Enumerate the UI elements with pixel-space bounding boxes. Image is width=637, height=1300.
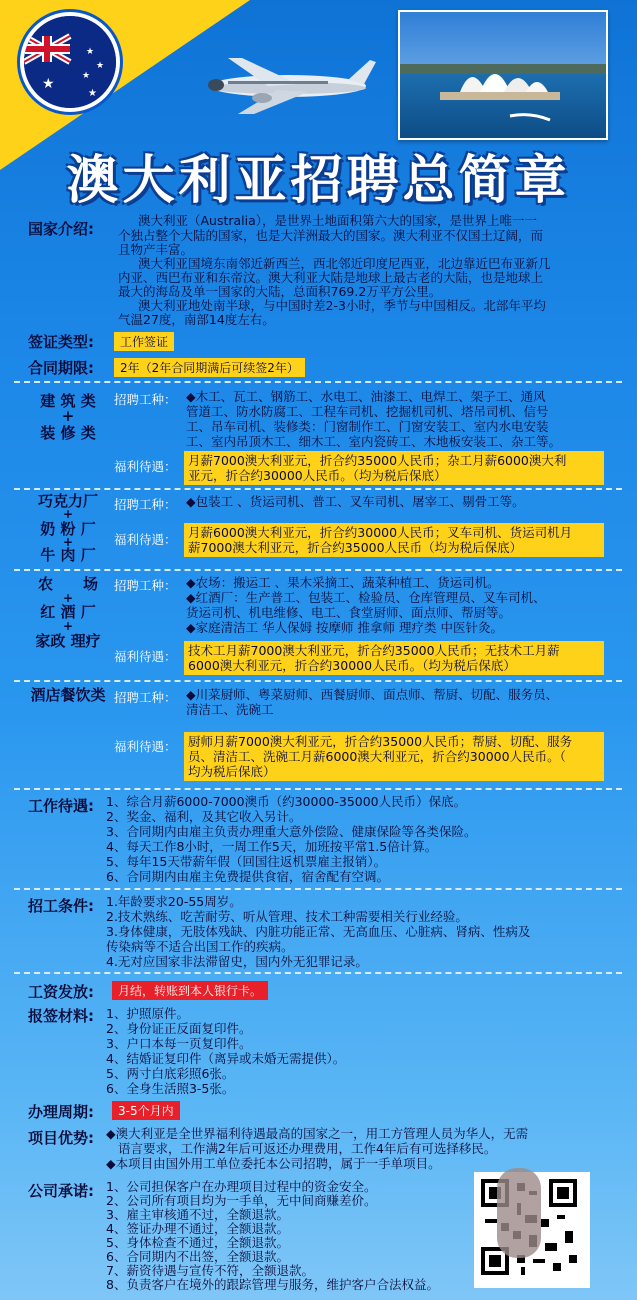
- airplane-icon: [198, 50, 378, 120]
- country-intro-p2c: 最大的海岛及单一国家的大陆，总面积769.2万平方公里。: [118, 284, 442, 299]
- material-item: 4、结婚证复印件（离异或未婚无需提供）。: [106, 1051, 346, 1066]
- promise-item: 2、公司所有项目均为一手单，无中间商赚差价。: [106, 1193, 377, 1208]
- welfare-line: 员、清洁工、洗碗工月薪6000澳大利亚元，折合约30000人民币。（: [188, 749, 566, 764]
- divider: [14, 381, 622, 383]
- category-plus: +: [62, 507, 74, 521]
- divider: [14, 488, 622, 490]
- promise-item: 7、薪资待遇与宣传不符，全额退款。: [106, 1263, 314, 1278]
- pay-value: 月结，转账到本人银行卡。: [112, 981, 268, 1000]
- divider: [14, 788, 622, 790]
- svg-text:★: ★: [88, 88, 97, 99]
- category-construction: 建 筑 类: [40, 392, 96, 410]
- requirement-item: 1.年龄要求20-55周岁。: [106, 894, 242, 909]
- jobs-line: ◆包装工 、货运司机、普工、叉车司机、屠宰工、剔骨工等。: [186, 494, 525, 509]
- category-plus: +: [61, 407, 75, 425]
- welfare-label: 福利待遇：: [114, 739, 177, 754]
- welfare-box: [184, 451, 604, 485]
- divider: [14, 680, 622, 682]
- country-intro-p3b: 气温27度，南部14度左右。: [118, 312, 275, 327]
- category-winery: 红 酒 厂: [40, 603, 96, 621]
- work-item: 6、合同期内由雇主免费提供食宿，宿舍配有空调。: [106, 869, 389, 884]
- visa-value: 工作签证: [114, 332, 174, 351]
- country-intro-p2a: 澳大利亚国境东南邻近新西兰，西北邻近印度尼西亚，北边靠近巴布亚新几: [138, 256, 551, 271]
- sydney-opera-house-image: [398, 10, 608, 140]
- requirements-label: 招工条件:: [28, 897, 94, 915]
- country-intro-p1a: 澳大利亚（Australia），是世界土地面积第六大的国家，是世界上唯一一: [138, 213, 538, 228]
- jobs-line: ◆木工、瓦工、钢筋工、水电工、油漆工、电焊工、架子工、通风: [186, 389, 546, 404]
- welfare-label: 福利待遇：: [114, 532, 177, 547]
- promise-item: 6、合同期内不出签，全额退款。: [106, 1249, 289, 1264]
- country-intro-label: 国家介绍:: [28, 220, 94, 238]
- welfare-line: 6000澳大利亚元，折合约30000人民币。（均为税后保底）: [188, 658, 516, 673]
- page-title: 澳大利亚招聘总简章: [66, 151, 571, 211]
- jobs-line: 工、室内吊顶木工、细木工、室内瓷砖工、木地板安装工、杂工等。: [186, 434, 562, 449]
- requirement-item: 4.无对应国家非法滞留史，国内外无犯罪记录。: [106, 954, 368, 969]
- period-label: 办理周期:: [28, 1103, 94, 1121]
- blurred-contact-overlay: [497, 1168, 541, 1258]
- jobs-label: 招聘工种：: [114, 578, 177, 593]
- material-item: 5、两寸白底彩照6张。: [106, 1066, 235, 1081]
- promise-item: 8、负责客户在境外的跟踪管理与服务，维护客户合法权益。: [106, 1277, 439, 1292]
- category-plus: +: [62, 619, 74, 633]
- jobs-label: 招聘工种：: [114, 392, 177, 407]
- category-milk-powder-factory: 奶 粉 厂: [40, 520, 96, 538]
- australia-flag-icon: [20, 12, 120, 112]
- advantage-item: ◆本项目由国外用工单位委托本公司招聘，属于一手单项目。: [106, 1156, 441, 1171]
- jobs-line: ◆农场：搬运工 、果木采摘工、蔬菜种植工、货运司机。: [186, 575, 500, 590]
- period-value: 3-5个月内: [112, 1101, 180, 1120]
- promise-item: 3、雇主审核通不过，全额退款。: [106, 1207, 289, 1222]
- jobs-line: 工、吊车司机、装修类：门窗制作工、门窗安装工、室内水电安装: [186, 419, 549, 434]
- welfare-line: 亚元，折合约30000人民币。（均为税后保底）: [188, 468, 447, 483]
- welfare-line: 月薪6000澳大利亚元，折合约30000人民币；叉车司机、货运司机月: [188, 525, 573, 540]
- category-beef-factory: 牛 肉 厂: [40, 546, 96, 564]
- category-chocolate-factory: 巧克力厂: [37, 492, 98, 510]
- visa-label: 签证类型:: [28, 333, 94, 351]
- material-item: 1、护照原件。: [106, 1006, 189, 1021]
- welfare-line: 均为税后保底）: [188, 764, 276, 779]
- work-label: 工作待遇:: [28, 797, 94, 815]
- category-housekeeping-therapy: 家政 理疗: [35, 632, 101, 650]
- divider: [14, 972, 622, 974]
- svg-text:★: ★: [82, 71, 91, 81]
- category-plus: +: [62, 535, 74, 549]
- divider: [14, 569, 622, 571]
- jobs-line: 管道工、防水防腐工、工程车司机、挖掘机司机、塔吊司机、信号: [186, 404, 549, 419]
- welfare-label: 福利待遇：: [114, 459, 177, 474]
- jobs-line: 货运司机、机电维修、电工、食堂厨师、面点师、帮厨等。: [186, 605, 512, 620]
- jobs-line: ◆川菜厨师、粤菜厨师、西餐厨师、面点师、帮厨、切配、服务员、: [186, 687, 559, 702]
- promise-item: 4、签证办理不通过，全额退款。: [106, 1221, 289, 1236]
- advantages-label: 项目优势:: [28, 1129, 94, 1147]
- welfare-box: [184, 641, 604, 675]
- requirement-item: 3.身体健康，无肢体残缺、内脏功能正常、无高血压、心脏病、肾病、性病及: [106, 924, 531, 939]
- promise-label: 公司承诺:: [28, 1182, 94, 1200]
- welfare-line: 薪7000澳大利亚元，折合约35000人民币（均为税后保底）: [188, 540, 523, 555]
- welfare-line: 厨师月薪7000澳大利亚元，折合约35000人民币；帮厨、切配、服务: [188, 734, 573, 749]
- svg-text:★: ★: [42, 76, 55, 92]
- advantage-item: ◆澳大利亚是全世界福利待遇最高的国家之一，用工方管理人员为华人，无需: [106, 1126, 529, 1141]
- pay-label: 工资发放:: [28, 983, 94, 1001]
- contract-label: 合同期限:: [28, 359, 94, 377]
- country-intro-p3a: 澳大利亚地处南半球，与中国时差2-3小时，季节与中国相反。北部年平均: [138, 298, 546, 313]
- promise-item: 1、公司担保客户在办理项目过程中的资金安全。: [106, 1179, 377, 1194]
- advantage-item: 语言要求，工作满2年后可返还办理费用，工作4年后有可选择移民。: [118, 1141, 497, 1156]
- jobs-line: 清洁工、洗碗工: [186, 702, 274, 717]
- materials-label: 报签材料:: [28, 1007, 94, 1025]
- work-item: 3、合同期内由雇主负责办理重大意外偿险、健康保险等各类保险。: [106, 824, 477, 839]
- requirement-item: 2.技术熟练、吃苦耐劳、听从管理、技术工种需要相关行业经验。: [106, 909, 468, 924]
- welfare-box: [184, 523, 604, 557]
- contract-value: 2年（2年合同期满后可续签2年）: [114, 358, 305, 377]
- welfare-line: 月薪7000澳大利亚元，折合约35000人民币；杂工月薪6000澳大利: [188, 453, 567, 468]
- welfare-box: [184, 732, 604, 781]
- work-item: 4、每天工作8小时，一周工作5天，加班按平常1.5倍计算。: [106, 839, 438, 854]
- category-hotel-catering: 酒店餐饮类: [30, 686, 106, 704]
- work-item: 1、综合月薪6000-7000澳币（约30000-35000人民币）保底。: [106, 794, 467, 809]
- welfare-label: 福利待遇：: [114, 649, 177, 664]
- category-farm: 农 场: [37, 575, 98, 593]
- requirement-item: 传染病等不适合出国工作的疾病。: [106, 939, 294, 954]
- divider: [14, 888, 622, 890]
- jobs-line: ◆红酒厂：生产普工、包装工、检验员、仓库管理员、叉车司机、: [186, 590, 546, 605]
- category-plus: +: [62, 591, 74, 605]
- welfare-line: 技术工月薪7000澳大利亚元，折合约35000人民币；无技术工月薪: [188, 643, 560, 658]
- country-intro-p1b: 个独占整个大陆的国家，也是大洋洲最大的国家。澳大利亚不仅国土辽阔，而: [118, 228, 544, 243]
- jobs-line: ◆家庭清洁工 华人保姆 按摩师 推拿师 理疗类 中医针灸。: [186, 620, 503, 635]
- work-item: 5、每年15天带薪年假（回国往返机票雇主报销）。: [106, 854, 387, 869]
- material-item: 3、户口本每一页复印件。: [106, 1036, 252, 1051]
- country-intro-p2b: 内亚、西巴布亚和东帝汶。澳大利亚大陆是地球上最古老的大陆，也是地球上: [118, 270, 544, 285]
- work-item: 2、奖金、福利，及其它收入另计。: [106, 809, 302, 824]
- jobs-label: 招聘工种：: [114, 690, 177, 705]
- svg-text:★: ★: [86, 47, 95, 57]
- material-item: 6、全身生活照3-5张。: [106, 1081, 235, 1096]
- promise-item: 5、身体检查不通过，全额退款。: [106, 1235, 289, 1250]
- category-decoration: 装 修 类: [40, 424, 96, 442]
- material-item: 2、身份证正反面复印件。: [106, 1021, 252, 1036]
- jobs-label: 招聘工种：: [114, 497, 177, 512]
- svg-text:★: ★: [96, 61, 105, 71]
- country-intro-p1c: 且物产丰富。: [118, 242, 194, 257]
